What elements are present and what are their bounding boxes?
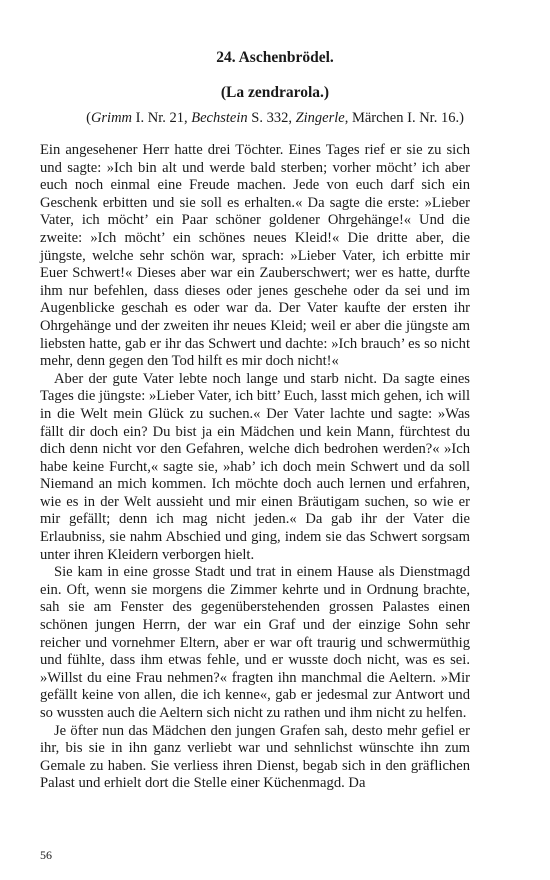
story-body (40, 142, 470, 793)
source-grimm-ref: I. Nr. 21, (132, 110, 192, 126)
story-title: 24. Aschenbrödel. (216, 49, 334, 66)
sources-open-paren: ( (86, 110, 91, 126)
page-number: 56 (40, 848, 52, 862)
source-grimm: Grimm (90, 110, 133, 126)
source-bechstein: Bechstein (191, 110, 248, 126)
paragraph-1: Ein angesehener Herr hatte drei Töchter. Eines Tages rief er sie zu sich und sagte: »Ich bin alt und werde bald sterben; vorher möcht’ ich aber euch noch einmal eine Freude machen. Jede von euch darf sich ein Geschenk erbitten und sie soll es erhalten.« Da sagte die erste: »Lieber Vater, ich möcht’ ein Paar schöner goldener Ohrgehänge!« Und die zweite: »Ich möcht’ ein schönes neues Kleid!« Die dritte aber, die jüngste, welche sehr schön war, sprach: »Lieber Vater, ich erbitte mir Euer Schwert!« Dieses aber war ein Zauberschwert; wer es hatte, durfte ihm nur befehlen, dass dieses oder jenes geschehe oder da sei und im Augenblicke geschah es oder war da. Der Vater kaufte der ersten ihr Ohrgehänge und der zweiten ihr neues Kleid; weil er aber die jüngste am liebsten hatte, gab er ihr das Schwert und dachte: »Ich brauch’ es so nicht mehr, denn gegen den Tod hilft es mir doch nicht!« (40, 142, 470, 370)
source-bechstein-ref: S. 332, (247, 110, 296, 126)
paragraph-3: Sie kam in eine grosse Stadt und trat in einem Hause als Dienstmagd ein. Oft, wenn sie morgens die Zimmer kehrte und in Ordnung brachte, sah sie am Fenster des gegenüberstehenden grossen Palastes einen schönen jungen Herrn, der war ein Graf und der einzige Sohn sehr reicher und vornehmer Eltern, aber er war oft traurig und schwermüthig und fühlte, dass ihm etwas fehle, und er wusste doch nicht, was es sei. »Willst du eine Frau nehmen?« fragten ihn manchmal die Aeltern. »Mir gefällt keine von allen, die ich kenne«, gab er jedesmal zur Antwort und so wussten auch die Aeltern sich nicht zu rathen und ihm nicht zu helfen. (40, 564, 470, 721)
source-references (40, 109, 510, 127)
source-zingerle-ref: , Märchen I. Nr. 16.) (344, 110, 464, 126)
story-subtitle: (La zendrarola.) (220, 84, 330, 101)
paragraph-4: Je öfter nun das Mädchen den jungen Grafen sah, desto mehr gefiel er ihr, bis sie in ihn ganz verliebt war und sehnlichst wünschte ihn zum Gemale zu haben. Sie verliess ihren Dienst, begab sich in den gräflichen Palast und erhielt dort die Stelle einer Küchenmagd. Da (40, 722, 470, 792)
paragraph-2: Aber der gute Vater lebte noch lange und starb nicht. Da sagte eines Tages die jüngste: »Lieber Vater, ich bitt’ Euch, lasst mich gehen, ich will in die Welt mein Glück zu suchen.« Der Vater lachte und sagte: »Was fällt dir doch ein? Du bist ja ein Mädchen und kein Mann, fürchtest du dich denn nicht vor den Gefahren, welche dich bedrohen werden?« »Ich habe keine Furcht,« sagte sie, »hab’ ich doch mein Schwert und da soll Niemand an mich kommen. Ich möchte doch auch lernen und erfahren, wie es in der Welt aussieht und mir einen Bräutigam suchen, so wie er mir gefällt; denn ich mag nicht jeden.« Da gab ihr der Vater die Erlaubniss, sie nahm Abschied und ging, indem sie das Schwert sorgsam unter ihren Kleidern verborgen hielt. (40, 370, 470, 563)
source-zingerle: Zingerle (295, 110, 345, 126)
